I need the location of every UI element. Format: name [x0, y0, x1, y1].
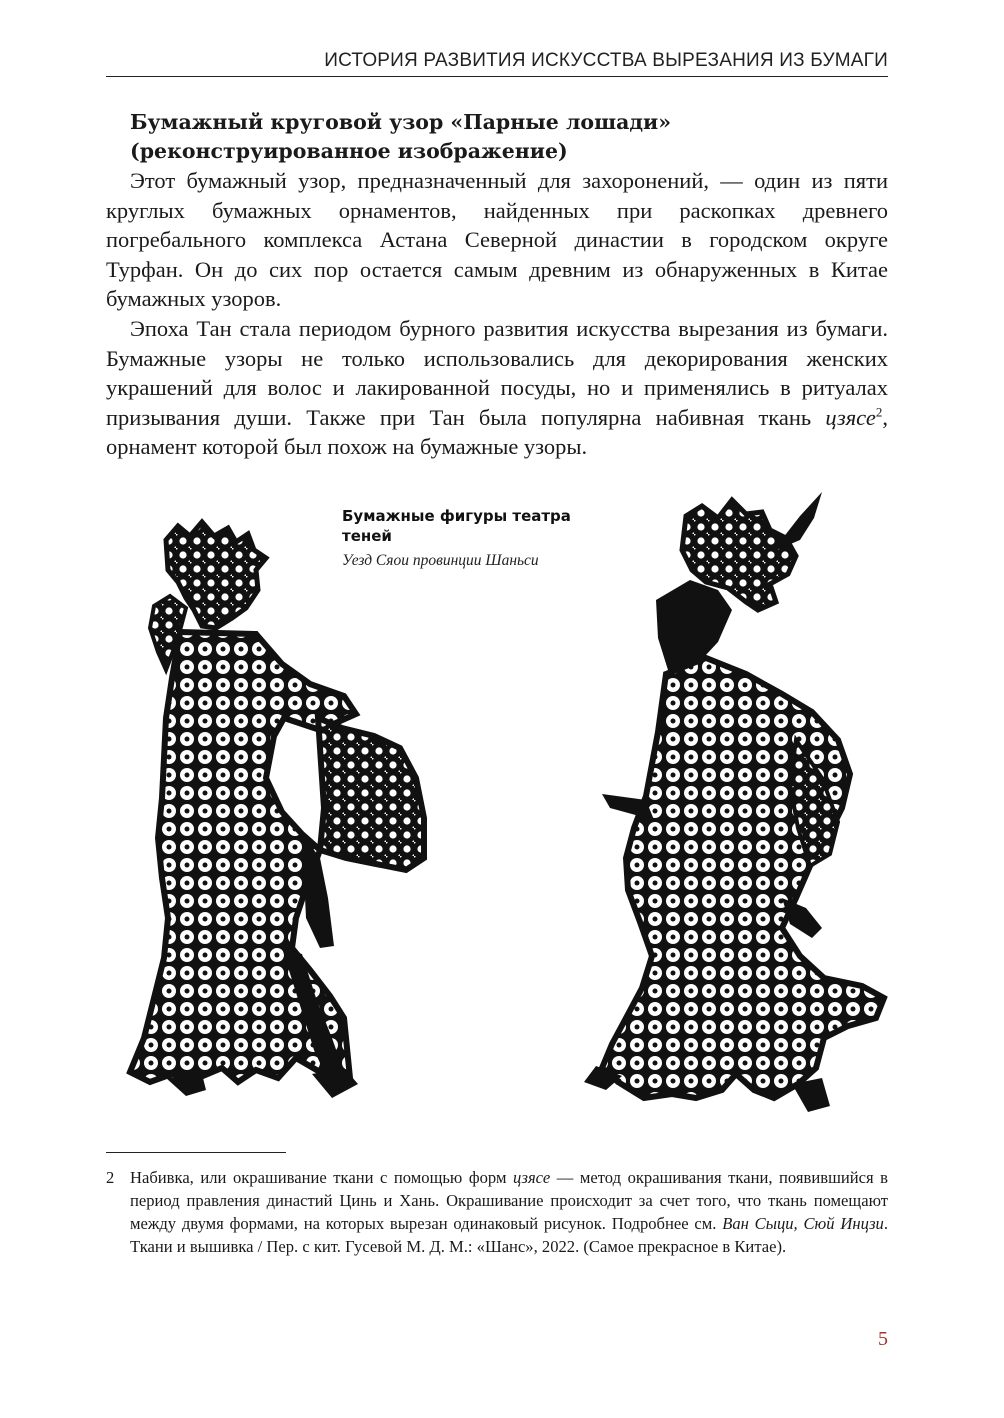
paragraph-2 [106, 314, 888, 462]
caption-subtitle: Уезд Сяои провинции Шаньси [342, 552, 539, 569]
paragraph-2-text: Эпоха Тан стала периодом бурного развития искусства вырезания из бумаги. Бумажные узоры не только использовались для декорирования женских украшений для волос и лакированной посуды, но и применялись в ритуалах призывания души. Также при Тан была популярна набивная ткань [106, 315, 888, 430]
figure [106, 478, 896, 1138]
footnote-authors: Ван Сыци, Сюй Инцзи [722, 1214, 884, 1233]
footnote [106, 1166, 888, 1258]
shadow-puppet-figure-right [584, 492, 884, 1112]
footnote-ref[interactable]: 2 [875, 404, 883, 420]
caption-title: Бумажные фигуры театра теней [342, 507, 571, 545]
footnote-term: цзясе [513, 1168, 551, 1187]
paragraph-2-end: , орнамент которой был похож на бумажные узоры. [106, 404, 888, 460]
page-number: 5 [878, 1328, 888, 1350]
shadow-puppets-illustration [106, 478, 896, 1138]
footnote-text-2: — метод окрашивания ткани, появившийся в период правления династий Цинь и Хань. Окрашивание происходит за счет того, что ткань помещают между двумя формами, на которых вырезан одинаковый рисунок. Подробнее см. [130, 1168, 889, 1233]
footnote-text-3: . Ткани и вышивка / Пер. с кит. Гусевой М. Д. М.: «Шанс», 2022. (Самое прекрасное в Китае). [130, 1214, 888, 1256]
footnote-rule [106, 1152, 286, 1153]
footnote-text-1: Набивка, или окрашивание ткани с помощью форм [130, 1168, 513, 1187]
running-head [106, 46, 888, 77]
section-title-line1: Бумажный круговой узор «Парные лошади» [130, 110, 672, 134]
section-title [130, 108, 850, 166]
footnote-number: 2 [106, 1168, 115, 1187]
footnote-text [130, 1166, 888, 1258]
body-text [106, 166, 888, 462]
running-head-text: ИСТОРИЯ РАЗВИТИЯ ИСКУССТВА ВЫРЕЗАНИЯ ИЗ БУМАГИ [324, 50, 888, 71]
paragraph-1: Этот бумажный узор, предназначенный для захоронений, — один из пяти круглых бумажных орнаментов, найденных при раскопках древнего погребального комплекса Астана Северной династии в городском округе Турфан. Он до сих пор остается самым древним из обнаруженных в Китае бумажных узоров. [106, 168, 888, 312]
term-tszyase: цзясе [825, 404, 876, 430]
shadow-puppet-figure-left [130, 522, 424, 1098]
figure-caption [342, 506, 602, 570]
section-title-line2: (реконструированное изображение) [130, 139, 568, 163]
